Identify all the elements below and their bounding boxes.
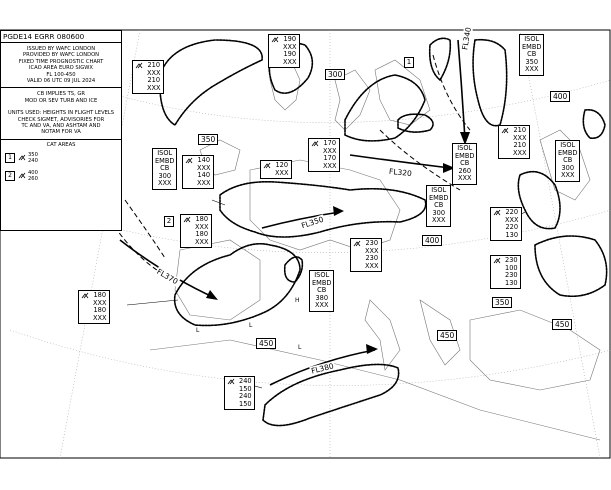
- notes: [1, 88, 121, 139]
- tropopause-level: 450: [437, 330, 457, 341]
- valid-time: VALID 06 UTC 09 JUL 2024: [26, 78, 96, 85]
- note-line: TC AND VA, AND ASHTAM AND: [21, 123, 101, 130]
- info-line: FL 100-450: [46, 71, 76, 78]
- turbulence-icon: [501, 127, 510, 135]
- jet-label: FL380: [310, 361, 335, 376]
- turbulence-icon: [81, 292, 90, 300]
- cat-bottom: 240: [28, 158, 38, 165]
- turbulence-icon: [18, 172, 28, 180]
- cb-label: ISOL EMBD CB 380 XXX: [309, 270, 334, 312]
- turbulence-icon: [493, 257, 502, 265]
- jet-label: FL340: [460, 26, 473, 51]
- cat-top: 350: [28, 151, 38, 158]
- tropopause-level: 350: [492, 297, 512, 308]
- turbulence-icon: [135, 62, 144, 70]
- turbulence-icon: [18, 154, 28, 162]
- jet-label: FL370: [155, 266, 180, 287]
- chart-header: PGDE14 EGRR 080600: [1, 31, 121, 43]
- cat-areas-legend: [1, 140, 121, 230]
- cat-area-levels: [28, 152, 38, 165]
- info-line: ICAO AREA EURO SIGWX: [29, 65, 93, 72]
- tropopause-level: 400: [422, 235, 442, 246]
- turbulence-icon: [183, 216, 192, 224]
- cat-area-id: 2: [5, 171, 15, 181]
- tropopause-level: 400: [550, 91, 570, 102]
- pressure-centre: L: [249, 322, 253, 329]
- turbulence-icon: [353, 240, 362, 248]
- turbulence-label: 240 150 240 150: [224, 376, 255, 410]
- cb-label: ISOL EMBD CB 300 XXX: [152, 148, 177, 190]
- turbulence-label: 190 XXX 190 XXX: [268, 34, 300, 68]
- tropopause-level: 450: [256, 338, 276, 349]
- turbulence-icon: [271, 36, 280, 44]
- cat-area-levels: [28, 170, 38, 183]
- cat-areas-title: CAT AREAS: [46, 141, 76, 148]
- turbulence-label: 170 XXX 170 XXX: [308, 138, 340, 172]
- cat-bottom: 260: [28, 176, 38, 183]
- turbulence-label: 180 XXX 180 XXX: [78, 290, 110, 324]
- cb-label: ISOL EMBD CB 300 XXX: [426, 185, 451, 227]
- turbulence-icon: [227, 378, 236, 386]
- pressure-centre: L: [298, 344, 302, 351]
- info-line: ISSUED BY WAFC LONDON: [26, 46, 96, 52]
- issue-info: [1, 43, 121, 88]
- cat-top: 400: [28, 169, 38, 176]
- pressure-centre: L: [196, 327, 200, 334]
- note-line: UNITS USED: HEIGHTS IN FLIGHT LEVELS: [7, 110, 115, 117]
- jet-label: FL320: [388, 166, 413, 179]
- cat-area-legend-item: [5, 152, 38, 165]
- cat-area-id: 1: [5, 153, 15, 163]
- turbulence-label: 220 XXX 220 130: [490, 207, 522, 241]
- turbulence-label: 140 XXX 140 XXX: [182, 155, 214, 189]
- turbulence-icon: [311, 140, 320, 148]
- cb-label: ISOL EMBD CB 260 XXX: [452, 143, 477, 185]
- turbulence-label: 210 XXX 210 XXX: [132, 60, 164, 94]
- turbulence-label: 180 XXX 180 XXX: [180, 214, 212, 248]
- turbulence-label: 230 100 230 130: [490, 255, 521, 289]
- info-line: PROVIDED BY WAFC LONDON: [22, 52, 100, 59]
- note-line: MOD OR SEV TURB AND ICE: [24, 97, 98, 104]
- tropopause-level: 450: [552, 319, 572, 330]
- note-line: CB IMPLIES TS, GR: [37, 91, 85, 98]
- turbulence-icon: [263, 162, 272, 170]
- note-line: NOTAM FOR VA: [41, 129, 81, 136]
- tropopause-level: 300: [325, 69, 345, 80]
- turbulence-label: 210 XXX 210 XXX: [498, 125, 530, 159]
- note-line: CHECK SIGMET, ADVISORIES FOR: [17, 116, 105, 123]
- turbulence-icon: [493, 209, 502, 217]
- cb-label: ISOL EMBD CB 350 XXX: [519, 34, 544, 76]
- cat-area-marker: 2: [164, 216, 174, 227]
- turbulence-icon: [185, 157, 194, 165]
- legend-panel: [0, 30, 122, 231]
- cb-label: ISOL EMBD CB 300 XXX: [555, 140, 580, 182]
- info-line: FIXED TIME PROGNOSTIC CHART: [18, 58, 104, 65]
- turbulence-label: 230 XXX 230 XXX: [350, 238, 382, 272]
- cat-area-legend-item: [5, 170, 38, 183]
- tropopause-level: 350: [198, 134, 218, 145]
- turbulence-label: 120 XXX: [260, 160, 292, 179]
- cat-area-marker: 1: [404, 57, 414, 68]
- pressure-centre: H: [295, 297, 300, 304]
- jet-label: FL350: [300, 214, 325, 231]
